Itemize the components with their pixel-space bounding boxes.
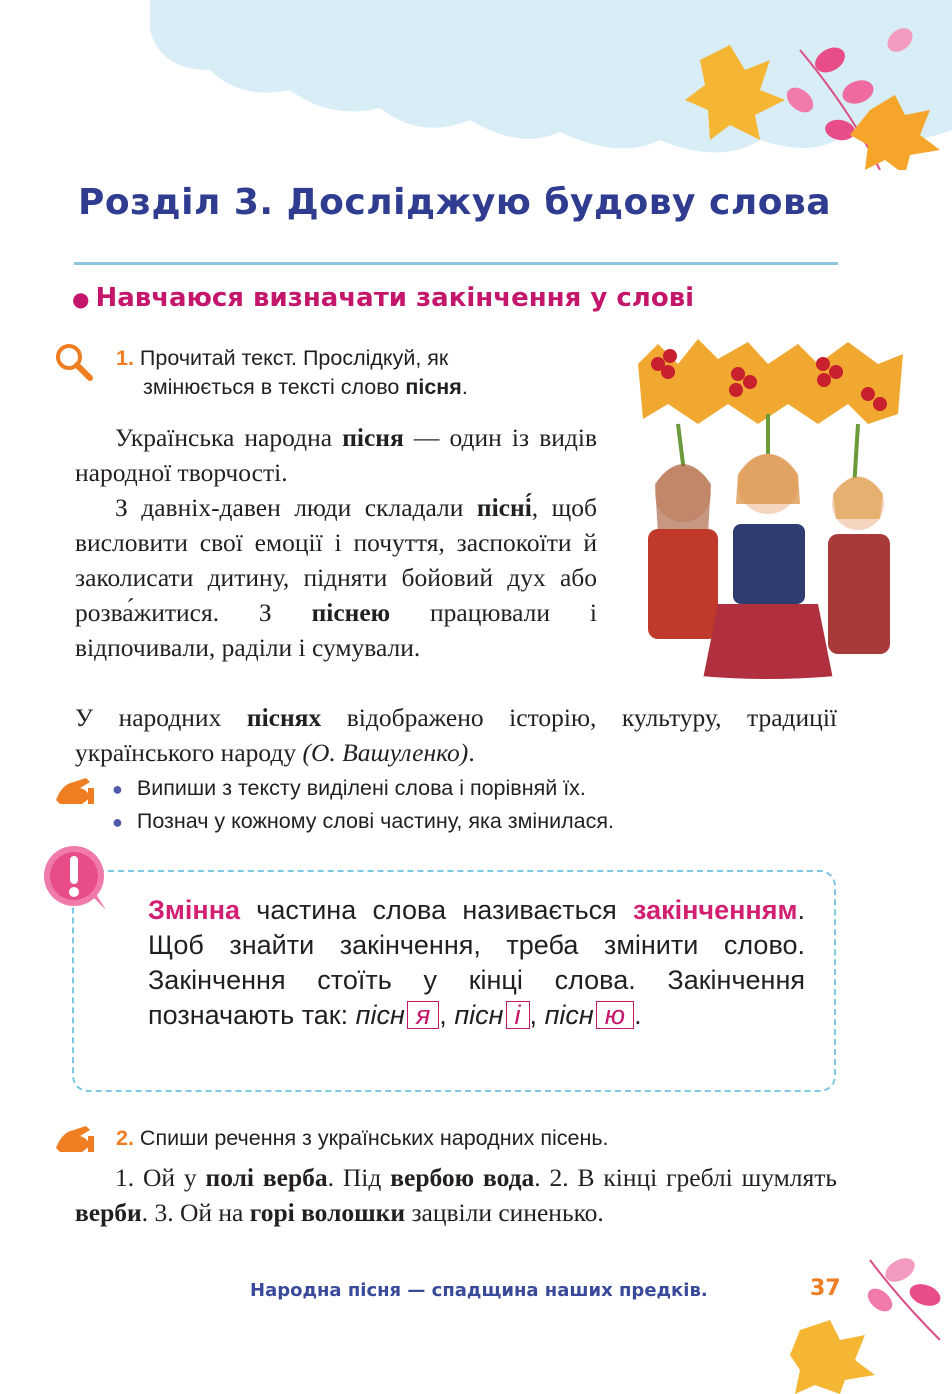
p3-bold-word: піснях [246, 703, 322, 732]
exclamation-icon [40, 842, 112, 914]
exercise-2-sentences [75, 1160, 837, 1230]
reading-paragraph-3 [75, 700, 837, 770]
exercise-1-line2-end: . [461, 375, 468, 399]
sentence-text: зацвіли синенько. [405, 1198, 604, 1227]
task-bullet-1-text: Випиши з тексту виділені слова і порівняй їх. [136, 776, 586, 800]
separator: , [439, 1000, 447, 1030]
magnifier-icon [52, 340, 96, 384]
task-bullets [112, 772, 614, 838]
writing-hand-icon [52, 1122, 98, 1156]
title-divider [74, 262, 838, 265]
sentence-text: . Під [327, 1163, 391, 1192]
exercise-1-line2-text: змінюється в тексті слово [143, 375, 406, 399]
exercise-1-line2 [116, 373, 596, 402]
reading-paragraph-2 [75, 490, 597, 665]
p2-text-mid: , щоб висловити свої емоції і почуття, заспокоїти й заколисати дитину, підняти бойовий дух або розва́житися. З [75, 493, 597, 627]
rule-text-1: частина слова називається [240, 895, 634, 925]
page-number: 37 [810, 1276, 841, 1301]
p2-bold-word-2: піснею [311, 598, 391, 627]
rule-text-2: . Щоб знайти закінчення, треба змінити слово. Закінчення стоїть у кінці слова. Закінчення позначають так: [148, 895, 805, 1030]
p2-text-end: працювали і відпочивали, раділи і сумували. [75, 598, 597, 662]
example-stem-3: пісн [544, 1000, 594, 1030]
bullet-dot: ● [112, 779, 123, 799]
chapter-title: Розділ 3. Досліджую будову слова [78, 182, 832, 223]
task-bullet-2-text: Познач у кожному слові частину, яка змінилася. [136, 809, 614, 833]
p1-text-end: — один із видів народної творчості. [75, 423, 597, 487]
subtitle-text: Навчаюся визначати закінчення у слові [95, 283, 695, 313]
separator: , [529, 1000, 538, 1030]
bold-phrase: горі волошки [249, 1198, 406, 1227]
task-bullet-1 [112, 772, 614, 805]
final-period: . [634, 1000, 642, 1030]
p1-text: Українська народна [115, 423, 343, 452]
bold-phrase: вербою вода [390, 1163, 535, 1192]
task-bullet-2 [112, 805, 614, 838]
footer-motto: Народна пісня — спадщина наших предків. [250, 1280, 708, 1301]
reading-paragraph-1 [75, 420, 597, 490]
exercise-1-number: 1. [116, 346, 134, 370]
ending-box-3: ю [596, 1001, 634, 1029]
example-stem-2: пісн [454, 1000, 504, 1030]
exercise-2-instruction [116, 1124, 609, 1153]
p3-author: (О. Вашуленко) [302, 738, 469, 767]
p2-bold-word-1: пісні́ [476, 493, 532, 522]
exercise-1-instruction [116, 344, 596, 402]
exercise-1-line1: Прочитай текст. Прослідкуй, як [139, 346, 449, 370]
lesson-subtitle [72, 283, 694, 313]
exercise-2-number: 2. [116, 1126, 134, 1150]
bullet-dot: ● [112, 812, 123, 832]
p3-text: У народних [75, 703, 247, 732]
footer-leaves-decoration [790, 1240, 952, 1394]
bold-phrase: верби [75, 1198, 142, 1227]
bold-phrase: полі верба [205, 1163, 328, 1192]
rule-keyword-1: Змінна [148, 895, 241, 925]
ending-box-2: і [506, 1001, 530, 1029]
rule-keyword-2: закінченням [633, 895, 798, 925]
ending-box-1: я [407, 1001, 439, 1029]
p3-text-mid: відображено історію, культуру, традиції українського народу [75, 703, 837, 767]
writing-hand-icon [52, 774, 98, 808]
example-stem-1: пісн [355, 1000, 405, 1030]
bullet-dot: ● [72, 287, 90, 311]
header-cloud-decoration [0, 0, 952, 170]
exercise-2-text: Спиши речення з українських народних пісень. [139, 1126, 609, 1150]
highlighted-word: пісня [405, 375, 462, 399]
p1-bold-word: пісня [342, 423, 404, 452]
p2-text: З давніх-давен люди складали [115, 493, 477, 522]
sentence-text: . 3. Ой на [141, 1198, 250, 1227]
sentence-text: 1. Ой у [115, 1163, 206, 1192]
p3-end: . [468, 738, 475, 767]
girls-singing-illustration [618, 334, 918, 684]
rule-text [148, 893, 805, 1033]
sentence-text: . 2. В кінці греблі шумлять [534, 1163, 838, 1192]
